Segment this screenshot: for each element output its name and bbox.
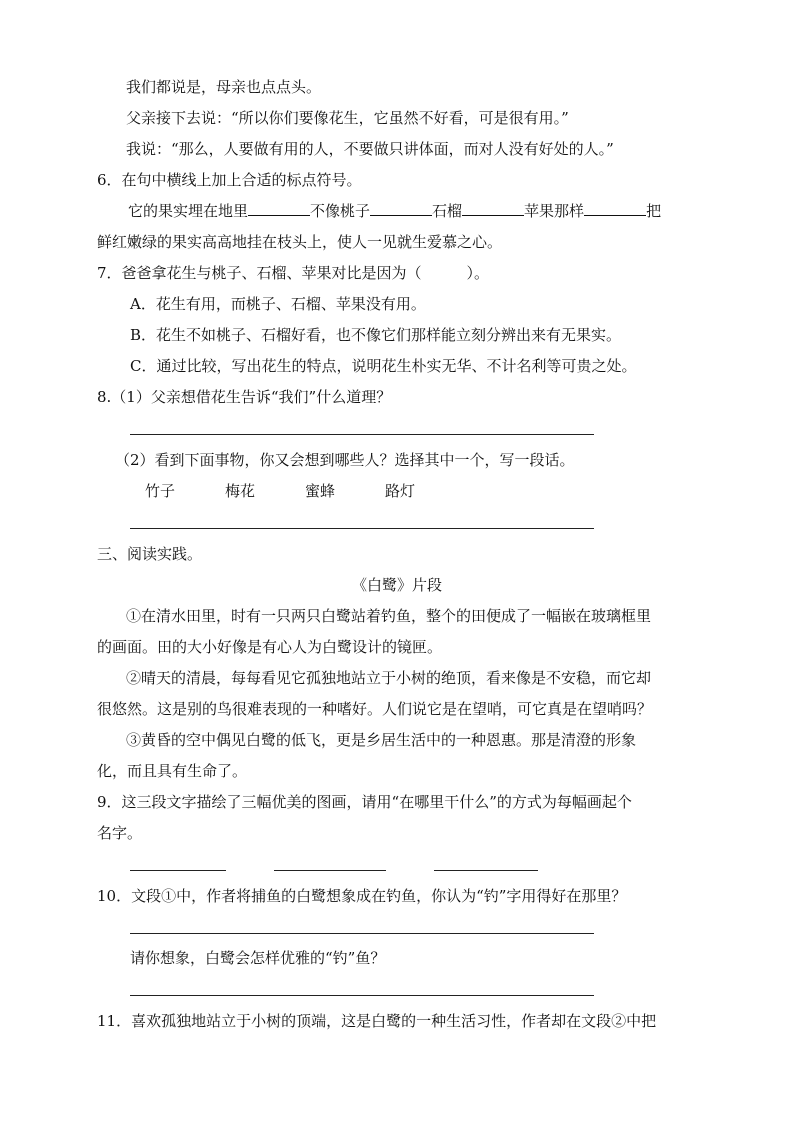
passage-paragraph-2-line-2: 很悠然。这是别的鸟很难表现的一种嗜好。人们说它是在望哨，可它真是在望哨吗？ bbox=[97, 700, 653, 718]
q7-option-a[interactable]: A．花生有用，而桃子、石榴、苹果没有用。 bbox=[130, 295, 426, 313]
passage-title: 《白鹭》片段 bbox=[351, 576, 442, 594]
q8-item-bee: 蜜蜂 bbox=[305, 482, 336, 500]
question-6-title: 6．在句中横线上加上合适的标点符号。 bbox=[97, 171, 362, 189]
q6-segment-3: 石榴 bbox=[432, 202, 463, 220]
passage-paragraph-3-line-2: 化，而且具有生命了。 bbox=[97, 762, 248, 780]
question-8-part-1: 8.（1）父亲想借花生告诉“我们”什么道理？ bbox=[97, 388, 392, 406]
q10-answer-line-1[interactable] bbox=[130, 933, 594, 934]
passage-paragraph-3-line-1: ③黄昏的空中偶见白鹭的低飞，更是乡居生活中的一种恩惠。那是清澄的形象 bbox=[126, 731, 637, 749]
question-9-line-1: 9．这三段文字描绘了三幅优美的图画，请用“在哪里干什么”的方式为每幅画起个 bbox=[97, 793, 632, 811]
q6-segment-5: 把 bbox=[646, 202, 662, 220]
q9-answer-line-1[interactable] bbox=[130, 870, 226, 871]
q8-part-2-answer-line[interactable] bbox=[130, 528, 594, 529]
passage-paragraph-1-line-2: 的画面。田的大小好像是有心人为白鹭设计的镜匣。 bbox=[97, 638, 443, 656]
q6-answer-blank-2[interactable] bbox=[370, 201, 432, 216]
q9-answer-line-2[interactable] bbox=[274, 870, 386, 871]
q10-answer-line-2[interactable] bbox=[130, 995, 594, 996]
dialogue-line-3: 我说：“那么，人要做有用的人，不要做只讲体面，而对人没有好处的人。” bbox=[126, 140, 614, 158]
q6-answer-blank-3[interactable] bbox=[462, 201, 524, 216]
q6-segment-1: 它的果实埋在地里 bbox=[128, 202, 249, 220]
q7-option-b[interactable]: B．花生不如桃子、石榴好看，也不像它们那样能立刻分辨出来有无果实。 bbox=[130, 326, 622, 344]
q8-part-1-answer-line[interactable] bbox=[130, 434, 594, 435]
question-9-line-2: 名字。 bbox=[97, 824, 143, 842]
question-6-sentence-line-1 bbox=[128, 201, 661, 221]
passage-paragraph-2-line-1: ②晴天的清晨，每每看见它孤独地站立于小树的绝顶，看来像是不安稳，而它却 bbox=[126, 669, 652, 687]
q6-segment-2: 不像桃子 bbox=[310, 202, 371, 220]
q9-answer-line-3[interactable] bbox=[434, 870, 538, 871]
question-11-line-1: 11．喜欢孤独地站立于小树的顶端，这是白鹭的一种生活习性，作者却在文段②中把 bbox=[97, 1012, 657, 1030]
question-10-line-1: 10．文段①中，作者将捕鱼的白鹭想象成在钓鱼，你认为“钓”字用得好在那里？ bbox=[97, 887, 627, 905]
q6-answer-blank-1[interactable] bbox=[248, 201, 310, 216]
question-8-part-2: （2）看到下面事物，你又会想到哪些人？选择其中一个，写一段话。 bbox=[115, 451, 575, 469]
dialogue-line-1: 我们都说是，母亲也点点头。 bbox=[126, 78, 322, 96]
section-3-heading: 三、阅读实践。 bbox=[97, 545, 203, 563]
q8-item-bamboo: 竹子 bbox=[145, 482, 176, 500]
q7-option-c[interactable]: C．通过比较，写出花生的特点，说明花生朴实无华、不计名利等可贵之处。 bbox=[130, 357, 637, 375]
q8-item-street-lamp: 路灯 bbox=[385, 482, 416, 500]
question-10-line-2: 请你想象，白鹭会怎样优雅的“钓”鱼？ bbox=[130, 949, 386, 967]
passage-paragraph-1-line-1: ①在清水田里，时有一只两只白鹭站着钓鱼，整个的田便成了一幅嵌在玻璃框里 bbox=[126, 607, 652, 625]
q6-segment-4: 苹果那样 bbox=[524, 202, 585, 220]
dialogue-line-2: 父亲接下去说：“所以你们要像花生，它虽然不好看，可是很有用。” bbox=[126, 109, 569, 127]
question-6-sentence-line-2: 鲜红嫩绿的果实高高地挂在枝头上，使人一见就生爱慕之心。 bbox=[97, 233, 503, 251]
question-7-title: 7．爸爸拿花生与桃子、石榴、苹果对比是因为（ ）。 bbox=[97, 264, 490, 282]
q6-answer-blank-4[interactable] bbox=[584, 201, 646, 216]
q8-item-plum-blossom: 梅花 bbox=[225, 482, 256, 500]
